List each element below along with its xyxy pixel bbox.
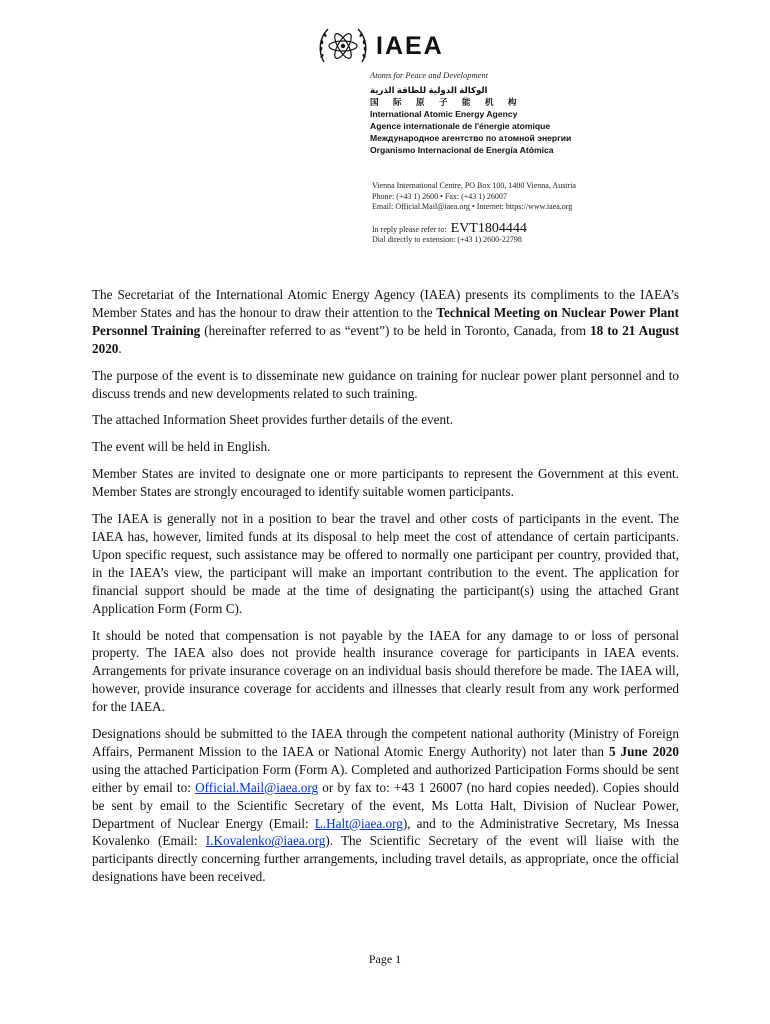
- p8-text-f: ). The Scientific Secretary of the event will liaise with the participants directly concerning further arrangements, including travel details, as appropriate, once the official designations have been received.: [92, 833, 679, 885]
- address: Vienna International Centre, PO Box 100, 1400 Vienna, Austria: [372, 181, 576, 190]
- agency-name-french: Agence internationale de l'énergie atomique: [370, 121, 551, 132]
- letter-body: [92, 286, 679, 895]
- letterhead: [0, 0, 770, 260]
- p8-text-c: using the attached Participation Form (Form A). Completed and authorized Participation Forms should be sent either by email to:: [92, 761, 679, 795]
- dial-extension: Dial directly to extension: (+43 1) 2600-22798: [372, 235, 522, 244]
- paragraph-info-sheet: The attached Information Sheet provides further details of the event.: [92, 412, 454, 428]
- agency-name-spanish: Organismo Internacional de Energía Atómica: [370, 145, 554, 156]
- p1-text-c: (hereinafter referred to as “event”) to be held in Toronto, Canada, from: [200, 322, 591, 338]
- p8-text-e: ), and to the Administrative Secretary, Ms Inessa Kovalenko (Email:: [92, 815, 679, 849]
- paragraph-financial: The IAEA is generally not in a position to bear the travel and other costs of participants in the event. The IAEA has, however, limited funds at its disposal to help meet the cost of attendance of certain participants. Upon specific request, such assistance may be offered to normally one participant per country, provided that, in the IAEA’s view, the participant will make an important contribution to the event. The application for financial support should be made at the time of designating the participant(s) using the attached Grant Application Form (Form C).: [92, 511, 679, 616]
- event-dates: 18 to 21 August 2020: [92, 322, 679, 356]
- agency-names: [370, 84, 690, 157]
- logo-wordmark: IAEA: [376, 32, 444, 60]
- paragraph-intro: [92, 286, 679, 358]
- paragraph-insurance: It should be noted that compensation is not payable by the IAEA for any damage to or loss of personal property. The IAEA also does not provide health insurance coverage for participants in IAEA events. Arrangements for private insurance coverage on an individual basis should therefore be made. The IAEA will, however, provide insurance coverage for accidents and illnesses that clearly result from any work performed for the IAEA.: [92, 627, 679, 715]
- paragraph-purpose: The purpose of the event is to disseminate new guidance on training for nuclear power plant personnel and to discuss trends and new developments related to such training.: [92, 367, 679, 401]
- page-number: Page 1: [368, 952, 402, 966]
- reply-label: In reply please refer to:: [372, 225, 447, 234]
- official-mail-link[interactable]: Official.Mail@iaea.org: [195, 779, 319, 795]
- atom-laurel-emblem-icon: [316, 22, 370, 72]
- agency-name-arabic: الوكالة الدولية للطاقة الذرية: [370, 85, 488, 95]
- agency-name-chinese: 国 际 原 子 能 机 构: [370, 97, 523, 108]
- motto: Atoms for Peace and Development: [370, 70, 489, 80]
- paragraph-language: The event will be held in English.: [92, 439, 271, 455]
- p8-text-d: or by fax to: +43 1 26007 (no hard copies needed). Copies should be sent by email to the Scientific Secretary of the event, Ms Lotta Halt, Division of Nuclear Power, Department of Nuclear Energy (Email:: [92, 779, 680, 831]
- p8-text-a: Designations should be submitted to the IAEA through the competent national authority (Ministry of Foreign Affairs, Permanent Mission to the IAEA or National Atomic Energy Authority) not later than: [92, 726, 679, 759]
- deadline-date: 5 June 2020: [608, 743, 679, 759]
- event-title: Technical Meeting on Nuclear Power Plant Personnel Training: [92, 304, 679, 338]
- email-internet: Email: Official.Mail@iaea.org • Internet: https://www.iaea.org: [372, 202, 573, 211]
- contact-block: [372, 181, 576, 213]
- iaea-logo: [316, 22, 466, 72]
- p1-text-a: The Secretariat of the International Atomic Energy Agency (IAEA) presents its compliments to the IAEA’s Member States and has the honour to draw their attention to the: [92, 287, 679, 320]
- halt-email-link[interactable]: L.Halt@iaea.org: [314, 815, 403, 831]
- p1-text-e: .: [118, 340, 122, 356]
- reference-number: EVT1804444: [450, 221, 527, 236]
- kovalenko-email-link[interactable]: I.Kovalenko@iaea.org: [205, 833, 326, 849]
- agency-name-english: International Atomic Energy Agency: [370, 109, 518, 120]
- paragraph-submission: [92, 725, 679, 886]
- agency-name-russian: Международное агентство по атомной энергии: [370, 133, 572, 144]
- paragraph-designation: Member States are invited to designate one or more participants to represent the Government at this event. Member States are strongly encouraged to identify suitable women participants.: [92, 466, 679, 500]
- phone-fax: Phone: (+43 1) 2600 • Fax: (+43 1) 26007: [372, 191, 507, 201]
